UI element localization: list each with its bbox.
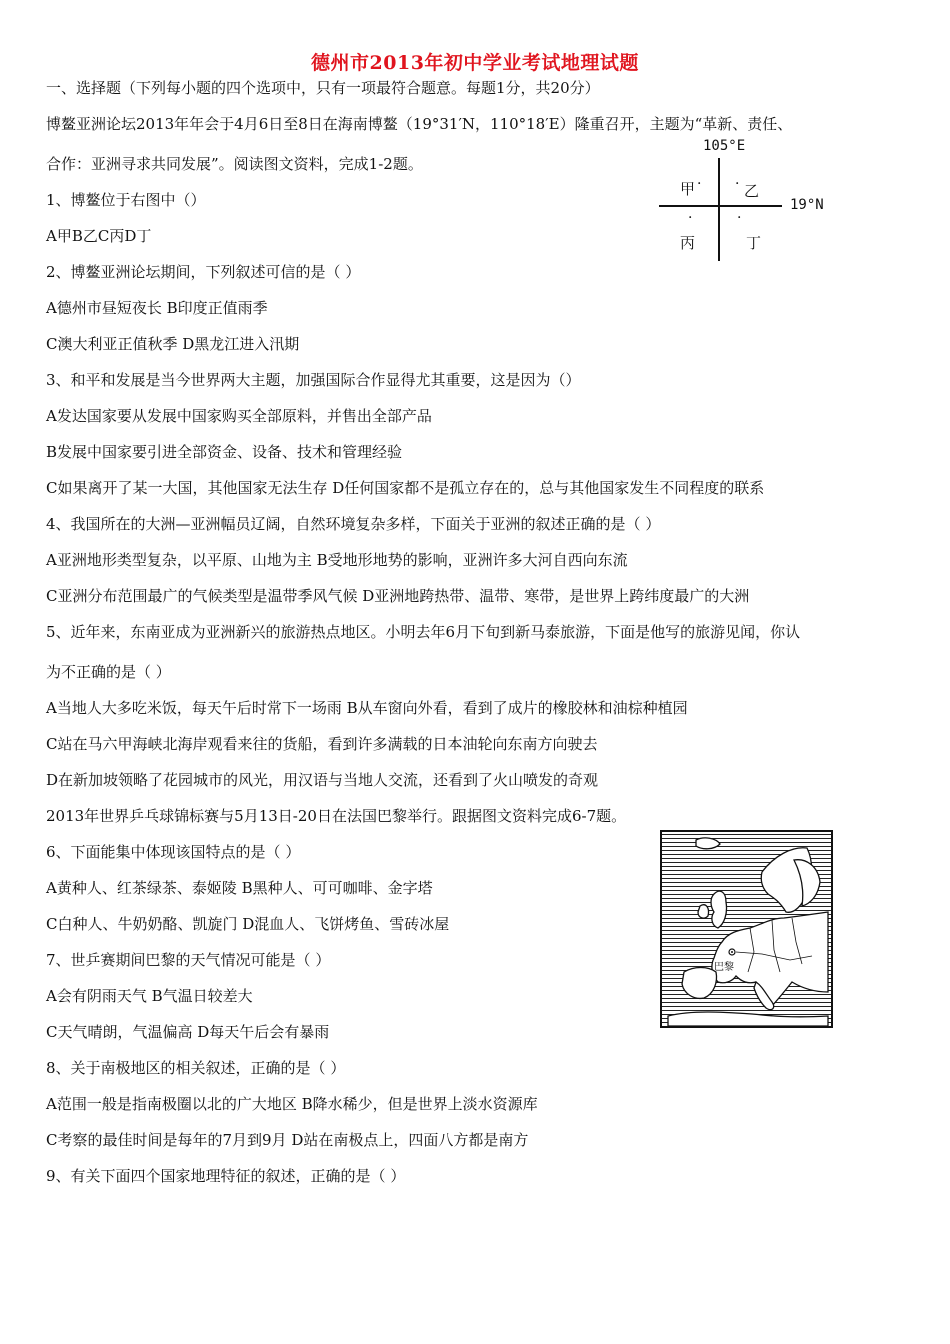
text-line: C澳大利亚正值秋季 D黑龙江进入汛期 xyxy=(46,335,300,353)
europe-map-drawing xyxy=(662,832,831,1026)
text-line: A黄种人、红茶绿茶、泰姬陵 B黑种人、可可咖啡、金字塔 xyxy=(46,879,433,897)
page-title: 德州市2013年初中学业考试地理试题 xyxy=(311,52,639,74)
text-line: 5、近年来，东南亚成为亚洲新兴的旅游热点地区。小明去年6月下旬到新马泰旅游，下面是他写的旅游见闻，你认 xyxy=(46,623,801,641)
parallel-line xyxy=(659,205,782,207)
text-line: 为不正确的是（ ） xyxy=(46,663,171,681)
text-line: 2、博鳌亚洲论坛期间，下列叙述可信的是（ ） xyxy=(46,263,361,281)
text-line: D在新加坡领略了花园城市的风光，用汉语与当地人交流，还看到了火山喷发的奇观 xyxy=(46,771,599,789)
point-bing-dot: · xyxy=(688,210,693,226)
text-line: A范围一般是指南极圈以北的广大地区 B降水稀少，但是世界上淡水资源库 xyxy=(46,1095,538,1113)
text-line: 2013年世界乒乓球锦标赛与5月13日-20日在法国巴黎举行。跟据图文资料完成6-7题。 xyxy=(46,807,627,825)
point-ding-label: 丁 xyxy=(746,234,762,252)
text-line: 9、有关下面四个国家地理特征的叙述，正确的是（ ） xyxy=(46,1167,406,1185)
paris-label: 巴黎 xyxy=(714,962,734,973)
text-line: 1、博鳌位于右图中（） xyxy=(46,191,206,209)
text-line: A德州市昼短夜长 B印度正值雨季 xyxy=(46,299,268,317)
text-line: C天气晴朗，气温偏高 D每天午后会有暴雨 xyxy=(46,1023,330,1041)
text-line: C站在马六甲海峡北海岸观看来往的货船，看到许多满载的日本油轮向东南方向驶去 xyxy=(46,735,598,753)
latitude-label: 19°N xyxy=(790,197,824,213)
text-line: 4、我国所在的大洲—亚洲幅员辽阔，自然环境复杂多样，下面关于亚洲的叙述正确的是（ ） xyxy=(46,515,661,533)
text-line: 一、选择题（下列每小题的四个选项中，只有一项最符合题意。每题1分，共20分） xyxy=(46,79,600,97)
europe-map xyxy=(660,830,833,1028)
text-line: 合作：亚洲寻求共同发展”。阅读图文资料，完成1-2题。 xyxy=(46,155,423,173)
point-bing-label: 丙 xyxy=(680,234,696,252)
text-line: C如果离开了某一大国，其他国家无法生存 D任何国家都不是孤立存在的，总与其他国家发生不同程度的联系 xyxy=(46,479,765,497)
point-yi-label: 乙 xyxy=(744,182,760,200)
text-line: 6、下面能集中体现该国特点的是（ ） xyxy=(46,843,301,861)
text-line: C亚洲分布范围最广的气候类型是温带季风气候 D亚洲地跨热带、温带、寒带，是世界上跨纬度最广的大洲 xyxy=(46,587,750,605)
text-line: B发展中国家要引进全部资金、设备、技术和管理经验 xyxy=(46,443,403,461)
text-line: 8、关于南极地区的相关叙述，正确的是（ ） xyxy=(46,1059,346,1077)
longitude-label: 105°E xyxy=(703,138,746,154)
text-line: C考察的最佳时间是每年的7月到9月 D站在南极点上，四面八方都是南方 xyxy=(46,1131,529,1149)
point-yi-dot: · xyxy=(735,176,740,192)
text-line: A发达国家要从发展中国家购买全部原料，并售出全部产品 xyxy=(46,407,432,425)
text-line: 3、和平和发展是当今世界两大主题，加强国际合作显得尤其重要，这是因为（） xyxy=(46,371,581,389)
point-jia-label: 甲 xyxy=(680,180,696,198)
text-line: 7、世乒赛期间巴黎的天气情况可能是（ ） xyxy=(46,951,331,969)
point-jia-dot: · xyxy=(697,176,702,192)
text-line: A当地人大多吃米饭，每天午后时常下一场雨 B从车窗向外看，看到了成片的橡胶林和油棕种植园 xyxy=(46,699,688,717)
text-line: 博鳌亚洲论坛2013年年会于4月6日至8日在海南博鳌（19°31′N，110°18′E）隆重召开，主题为“革新、责任、 xyxy=(46,115,793,133)
meridian-line xyxy=(718,158,720,261)
text-line: C白种人、牛奶奶酪、凯旋门 D混血人、飞饼烤鱼、雪砖冰屋 xyxy=(46,915,450,933)
text-line: A会有阴雨天气 B气温日较差大 xyxy=(46,987,253,1005)
text-line: A亚洲地形类型复杂，以平原、山地为主 B受地形地势的影响，亚洲许多大河自西向东流 xyxy=(46,551,628,569)
point-ding-dot: · xyxy=(737,210,742,226)
text-line: A甲B乙C丙D丁 xyxy=(46,227,152,245)
